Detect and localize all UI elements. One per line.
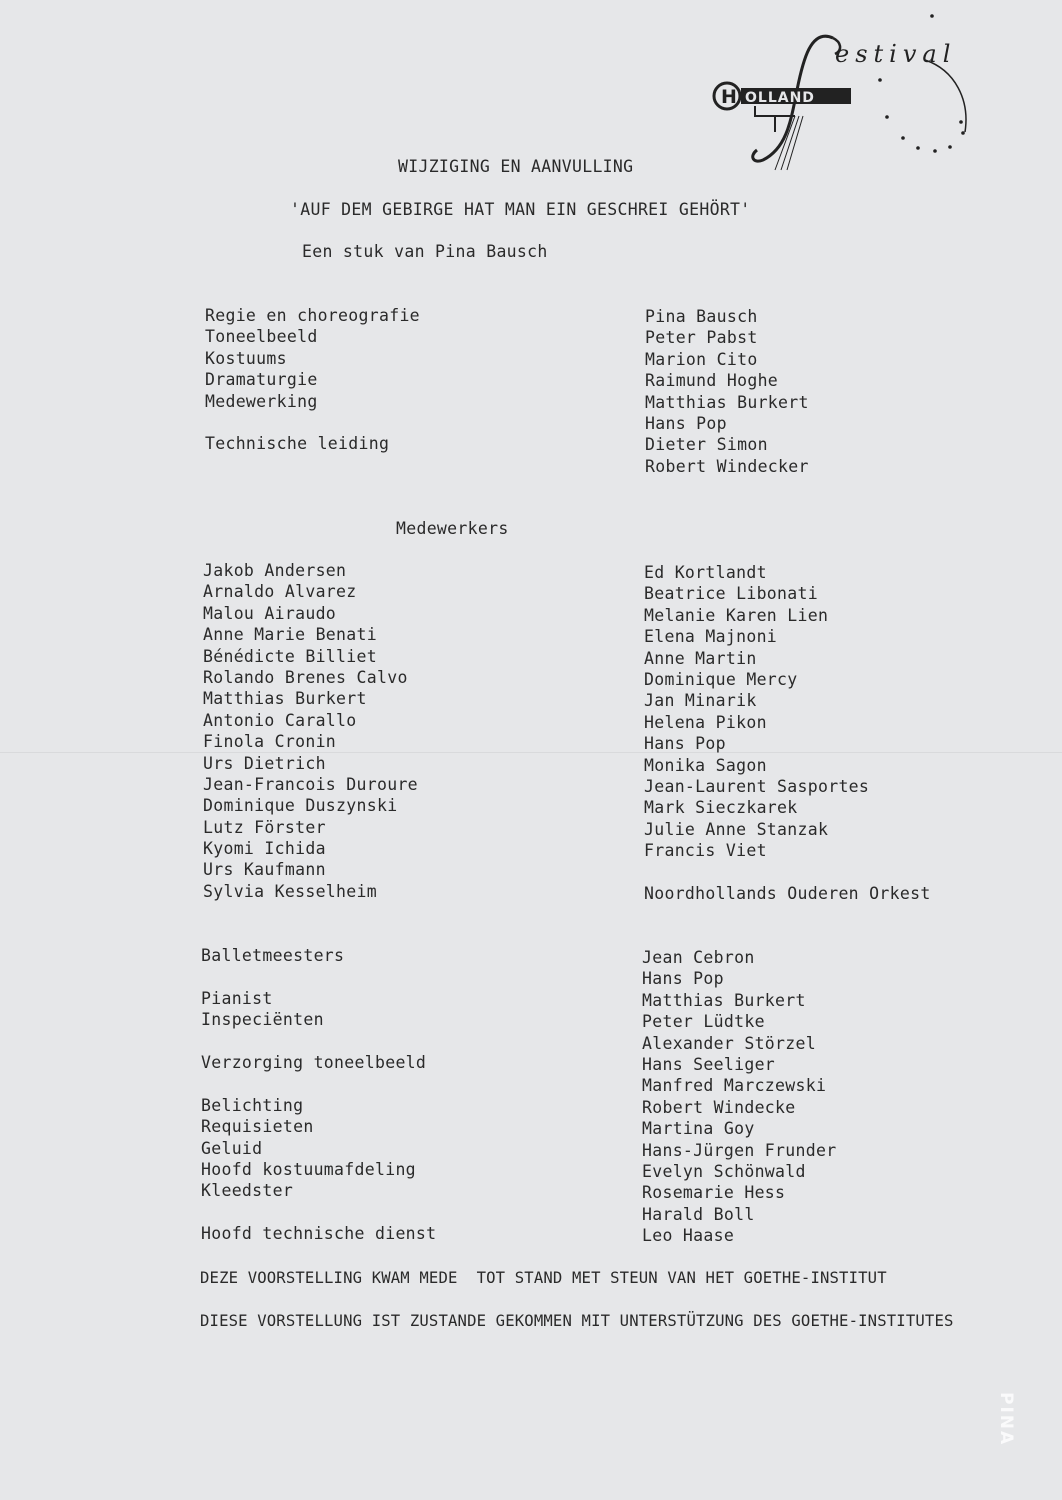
dancer-name: Jan Minarik xyxy=(644,691,757,711)
credit-name: Hans-Jürgen Frunder xyxy=(642,1140,837,1160)
logo-holland-text: OLLAND xyxy=(745,90,815,106)
dancer-name: Urs Dietrich xyxy=(203,753,326,773)
credits-bottom-names xyxy=(642,947,836,1246)
role-label: Dramaturgie xyxy=(205,370,318,390)
credits-bottom-roles xyxy=(201,945,436,1244)
credit-name: Raimund Hoghe xyxy=(645,371,779,391)
credit-name: Evelyn Schönwald xyxy=(642,1161,806,1181)
credit-name: Robert Windecker xyxy=(645,456,809,476)
dancer-name: Dominique Duszynski xyxy=(203,796,398,816)
credit-name: Martina Goy xyxy=(642,1119,755,1139)
dancer-name: Malou Airaudo xyxy=(203,603,337,623)
role-label: Hoofd kostuumafdeling xyxy=(201,1159,416,1179)
dancer-name: Bénédicte Billiet xyxy=(203,646,377,666)
document-title: WIJZIGING EN AANVULLING xyxy=(398,157,634,176)
credit-name: Matthias Burkert xyxy=(642,990,806,1010)
dancer-name: Jean-Francois Duroure xyxy=(203,774,418,794)
role-label: Toneelbeeld xyxy=(205,327,318,347)
dancer-name: Jean-Laurent Sasportes xyxy=(644,776,870,796)
credit-name: Hans Pop xyxy=(645,413,727,433)
dancer-name: Beatrice Libonati xyxy=(644,584,818,604)
footer-line-dutch: DEZE VOORSTELLING KWAM MEDE TOT STAND MET STEUN VAN HET GOETHE-INSTITUT xyxy=(200,1269,887,1287)
dancer-name: Sylvia Kesselheim xyxy=(203,881,377,901)
logo-initial: H xyxy=(721,86,737,108)
dancers-right-column xyxy=(644,562,931,904)
role-label: Pianist xyxy=(201,988,273,1008)
role-label: Kleedster xyxy=(201,1181,294,1201)
credit-name: Marion Cito xyxy=(645,349,758,369)
dancer-name: Ed Kortlandt xyxy=(644,563,767,582)
credit-name: Leo Haase xyxy=(642,1226,735,1246)
role-label: Hoofd technische dienst xyxy=(201,1224,437,1244)
dancer-name: Finola Cronin xyxy=(203,732,337,752)
role-label: Medewerking xyxy=(205,391,318,411)
dancer-name: Anne Martin xyxy=(644,648,757,668)
role-label: Verzorging toneelbeeld xyxy=(201,1052,427,1072)
dancer-name: Rolando Brenes Calvo xyxy=(203,667,408,687)
dancer-name: Jakob Andersen xyxy=(203,561,347,580)
credit-name: Alexander Störzel xyxy=(642,1033,816,1053)
dancer-name: Arnaldo Alvarez xyxy=(203,582,357,602)
dancer-name: Monika Sagon xyxy=(644,755,767,775)
section-title: Medewerkers xyxy=(396,519,509,538)
dancer-name: Antonio Carallo xyxy=(203,710,357,730)
dancer-name: Melanie Karen Lien xyxy=(644,605,829,625)
role-label: Balletmeesters xyxy=(201,946,345,965)
credit-name: Jean Cebron xyxy=(642,948,755,967)
credit-name: Dieter Simon xyxy=(645,435,768,455)
dancer-name: Francis Viet xyxy=(644,841,767,861)
logo-dots xyxy=(878,14,965,153)
credit-name: Peter Pabst xyxy=(645,328,758,348)
role-label: Regie en choreografie xyxy=(205,306,420,325)
credit-name: Pina Bausch xyxy=(645,307,758,326)
credits-top-names xyxy=(645,306,809,477)
dancer-name: Kyomi Ichida xyxy=(203,839,326,859)
credit-name: Harald Boll xyxy=(642,1204,755,1224)
role-label: Requisieten xyxy=(201,1117,314,1137)
dancer-name: Urs Kaufmann xyxy=(203,860,326,880)
pina-watermark xyxy=(990,1390,1016,1462)
dancers-left-column xyxy=(203,560,418,902)
credits-top-roles xyxy=(205,305,420,455)
credit-name: Manfred Marczewski xyxy=(642,1076,827,1096)
role-label: Technische leiding xyxy=(205,434,390,454)
piece-title: 'AUF DEM GEBIRGE HAT MAN EIN GESCHREI GEHÖRT' xyxy=(290,200,751,219)
orchestra-name: Noordhollands Ouderen Orkest xyxy=(644,883,931,903)
role-label: Belichting xyxy=(201,1095,304,1115)
dancer-name: Hans Pop xyxy=(644,734,726,754)
credit-name: Rosemarie Hess xyxy=(642,1183,786,1203)
dancer-name: Dominique Mercy xyxy=(644,669,798,689)
credit-name: Matthias Burkert xyxy=(645,392,809,412)
role-label: Inspeciënten xyxy=(201,1010,324,1030)
logo-festival-text: estival xyxy=(835,40,957,68)
watermark-text: PINA xyxy=(996,1392,1016,1447)
footer-line-german: DIESE VORSTELLUNG IST ZUSTANDE GEKOMMEN MIT UNTERSTÜTZUNG DES GOETHE-INSTITUTES xyxy=(200,1312,954,1330)
credit-name: Peter Lüdtke xyxy=(642,1012,765,1032)
dancer-name: Matthias Burkert xyxy=(203,689,367,709)
credit-name: Robert Windecke xyxy=(642,1097,796,1117)
dancer-name: Julie Anne Stanzak xyxy=(644,819,829,839)
credit-name: Hans Seeliger xyxy=(642,1054,776,1074)
role-label: Kostuums xyxy=(205,348,287,368)
credit-name: Hans Pop xyxy=(642,969,724,989)
dancer-name: Elena Majnoni xyxy=(644,627,778,647)
byline: Een stuk van Pina Bausch xyxy=(302,242,548,261)
dancer-name: Lutz Förster xyxy=(203,817,326,837)
holland-festival-logo xyxy=(715,20,985,170)
dancer-name: Mark Sieczkarek xyxy=(644,798,798,818)
dancer-name: Anne Marie Benati xyxy=(203,625,377,645)
dancer-name: Helena Pikon xyxy=(644,712,767,732)
role-label: Geluid xyxy=(201,1138,263,1158)
